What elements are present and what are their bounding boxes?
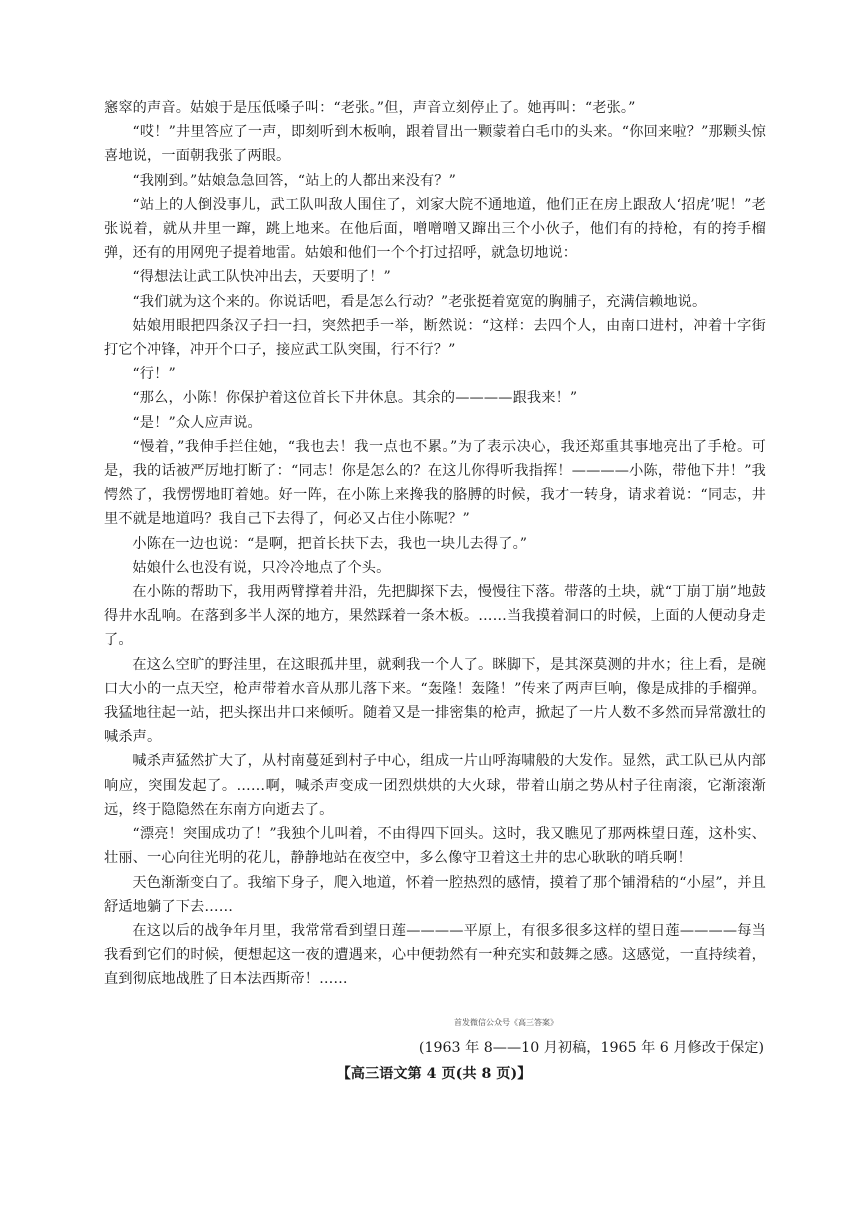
- closing-note: (1963 年 8——10 月初稿，1965 年 6 月修改于保定): [418, 1040, 764, 1056]
- story-text: [104, 96, 766, 992]
- paragraph: “我们就为这个来的。你说话吧，看是怎么行动？”老张挺着宽宽的胸脯子，充满信赖地说。: [132, 293, 707, 310]
- paragraph: 窸窣的声音。姑娘于是压低嗓子叫：“老张。”但，声音立刻停止了。她再叫：“老张。”: [104, 100, 636, 116]
- paragraph: 小陈在一边也说：“是啊，把首长扶下去，我也一块儿去得了。”: [132, 535, 528, 552]
- paragraph: “那么，小陈！你保护着这位首长下井休息。其余的————跟我来！”: [132, 390, 578, 407]
- paragraph: “行！”: [132, 366, 176, 383]
- page-footer: 【高三语文第 4 页(共 8 页)】: [336, 1066, 532, 1082]
- paragraph: 天色渐渐变白了。我缩下身子，爬入地道，怀着一腔热烈的感情，摸着了那个铺滑秸的“小屋”，并且舒适地躺了下去……: [104, 874, 766, 915]
- paragraph: 在这以后的战争年月里，我常常看到望日莲————平原上，有很多很多这样的望日莲————每当我看到它们的时候，便想起这一夜的遭遇来，心中便勃然有一种充实和鼓舞之感。这感觉，一直持续着，直到彻底地战胜了日本法西斯帝！……: [104, 922, 766, 988]
- paragraph: 喊杀声猛然扩大了，从村南蔓延到村子中心，组成一片山呼海啸般的大发作。显然，武工队已从内部响应，突围发起了。……啊，喊杀声变成一团烈烘烘的大火球，带着山崩之势从村子往南滚，它渐滚渐远，终于隐隐然在东南方向逝去了。: [104, 753, 766, 818]
- paragraph: 在这么空旷的野洼里，在这眼孤井里，就剩我一个人了。眯脚下，是其深莫测的井水；往上看，是碗口大小的一点天空，枪声带着水音从那儿落下来。“轰隆！轰隆！”传来了两声巨响，像是成排的手榴弹。我猛地往起一站，把头探出井口来倾听。随着又是一排密集的枪声，掀起了一片人数不多然而异常激壮的喊杀声。: [104, 656, 766, 746]
- paragraph: 姑娘用眼把四条汉子扫一扫，突然把手一举，断然说：“这样：去四个人，由南口进村，冲着十字街打它个冲锋，冲开个口子，接应武工队突围，行不行？”: [104, 317, 766, 359]
- paragraph: “慢着，”我伸手拦住她，“我也去！我一点也不累。”为了表示决心，我还郑重其事地亮出了手枪。可是，我的话被严厉地打断了：“同志！你是怎么的？在这儿你得听我指挥！————小陈，带他下井！”我愕然了，我愣愣地盯着她。好一阵，在小陈上来搀我的胳膊的时候，我才一转身，请求着说：“同志，井里不就是地道吗？我自己下去得了，何必又占住小陈呢？”: [104, 438, 766, 528]
- watermark-text: 首发微信公众号《高三答案》: [454, 1018, 558, 1027]
- paragraph: “我刚到。”姑娘急急回答，“站上的人都出来没有？”: [132, 172, 456, 189]
- paragraph: “得想法让武工队快冲出去，天要明了！”: [132, 269, 391, 286]
- paragraph: “是！”众人应声说。: [132, 414, 262, 431]
- paragraph: “哎！”井里答应了一声，即刻听到木板响，跟着冒出一颗蒙着白毛巾的头来。“你回来啦？”那颗头惊喜地说，一面朝我张了两眼。: [104, 124, 766, 165]
- paragraph: “漂亮！突围成功了！”我独个儿叫着，不由得四下回头。这时，我又瞧见了那两株望日莲，这朴实、壮丽、一心向往光明的花儿，静静地站在夜空中，多么像守卫着这土井的忠心耿耿的哨兵啊！: [104, 826, 766, 867]
- paragraph: 姑娘什么也没有说，只冷冷地点了个头。: [132, 559, 391, 576]
- paragraph: 在小陈的帮助下，我用两臂撑着井沿，先把脚探下去，慢慢往下落。带落的土块，就“丁崩丁崩”地鼓得井水乱响。在落到多半人深的地方，果然踩着一条木板。……当我摸着洞口的时候，上面的人便动身走了。: [104, 584, 766, 649]
- paragraph: “站上的人倒没事儿，武工队叫敌人围住了，刘家大院不通地道，他们正在房上跟敌人‘招虎’呢！”老张说着，就从井里一蹿，跳上地来。在他后面，噌噌噌又蹿出三个小伙子，他们有的持枪，有的挎手榴弹，还有的用网兜子提着地雷。姑娘和他们一个个打过招呼，就急切地说：: [104, 196, 766, 262]
